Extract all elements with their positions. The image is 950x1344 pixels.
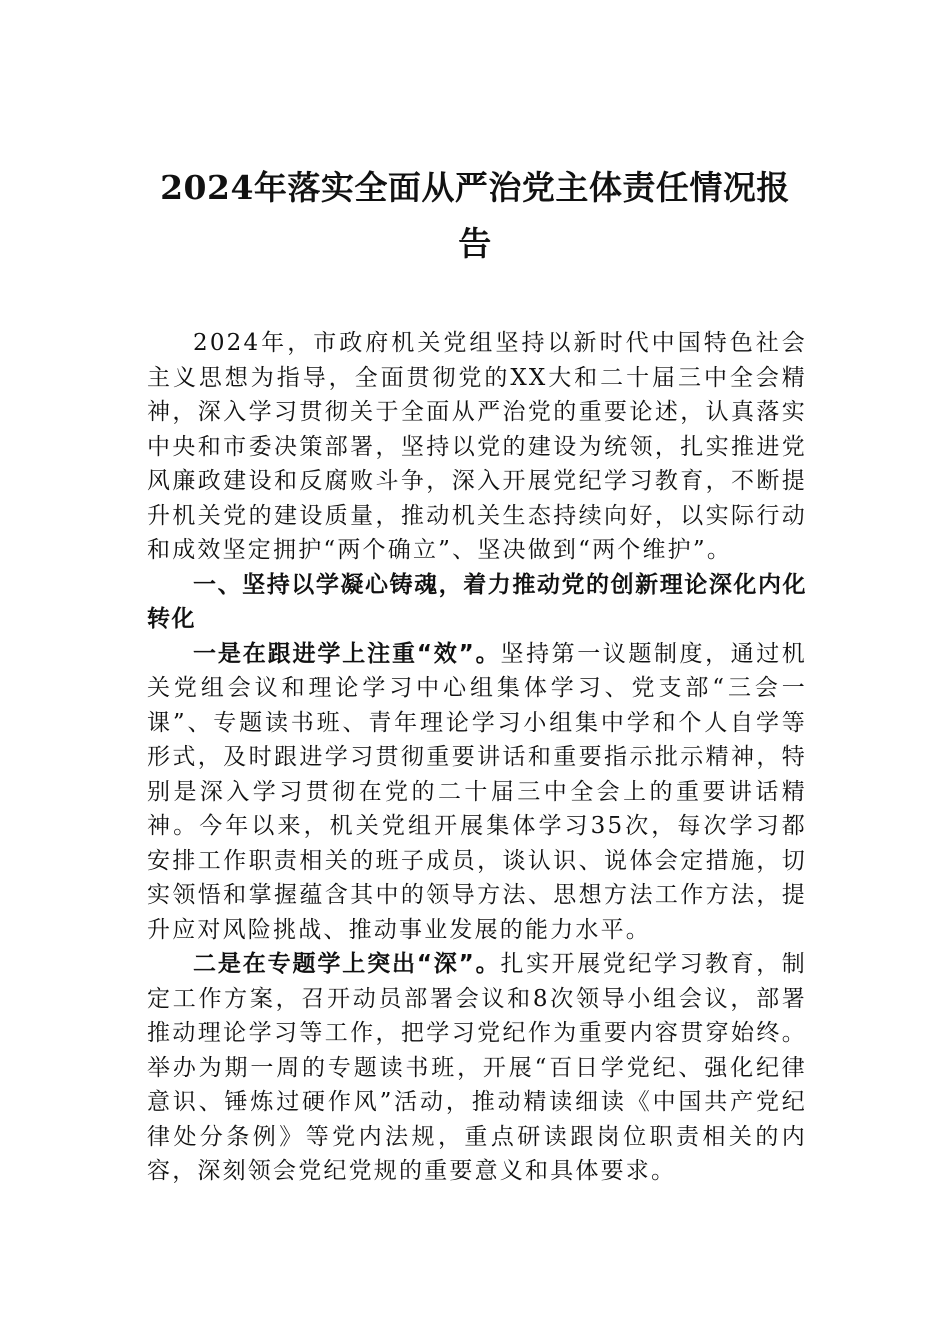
document-body xyxy=(147,326,807,1189)
paragraph-1-lead: 一是在跟进学上注重“效”。 xyxy=(193,640,501,667)
paragraph-1-text: 坚持第一议题制度，通过机关党组会议和理论学习中心组集体学习、党支部“三会一课”、专题读书班、青年理论学习小组集中学和个人自学等形式，及时跟进学习贯彻重要讲话和重要指示批示精神，特别是深入学习贯彻在党的二十届三中全会上的重要讲话精神。今年以来，机关党组开展集体学习35次，每次学习都安排工作职责相关的班子成员，谈认识、说体会定措施，切实领悟和掌握蕴含其中的领导方法、思想方法工作方法，提升应对风险挑战、推动事业发展的能力水平。 xyxy=(147,640,807,943)
document-title: 2024年落实全面从严治党主体责任情况报告 xyxy=(160,168,790,263)
paragraph-2-lead: 二是在专题学上突出“深”。 xyxy=(193,951,501,977)
paragraph-2-text: 扎实开展党纪学习教育，制定工作方案，召开动员部署会议和8次领导小组会议，部署推动理论学习等工作，把学习党纪作为重要内容贯穿始终。举办为期一周的专题读书班，开展“百日学党纪、强化纪律意识、锤炼过硬作风”活动，推动精读细读《中国共产党纪律处分条例》等党内法规，重点研读跟岗位职责相关的内容，深刻领会党纪党规的重要意义和具体要求。 xyxy=(147,951,807,1184)
intro-paragraph: 2024年，市政府机关党组坚持以新时代中国特色社会主义思想为指导，全面贯彻党的XX大和二十届三中全会精神，深入学习贯彻关于全面从严治党的重要论述，认真落实中央和市委决策部署，坚持以党的建设为统领，扎实推进党风廉政建设和反腐败斗争，深入开展党纪学习教育，不断提升机关党的建设质量，推动机关生态持续向好，以实际行动和成效坚定拥护“两个确立”、坚决做到“两个维护”。 xyxy=(147,330,807,563)
paragraph-1 xyxy=(147,637,807,948)
paragraph-2 xyxy=(147,947,807,1189)
section-heading: 一、坚持以学凝心铸魂，着力推动党的创新理论深化内化转化 xyxy=(147,571,807,632)
